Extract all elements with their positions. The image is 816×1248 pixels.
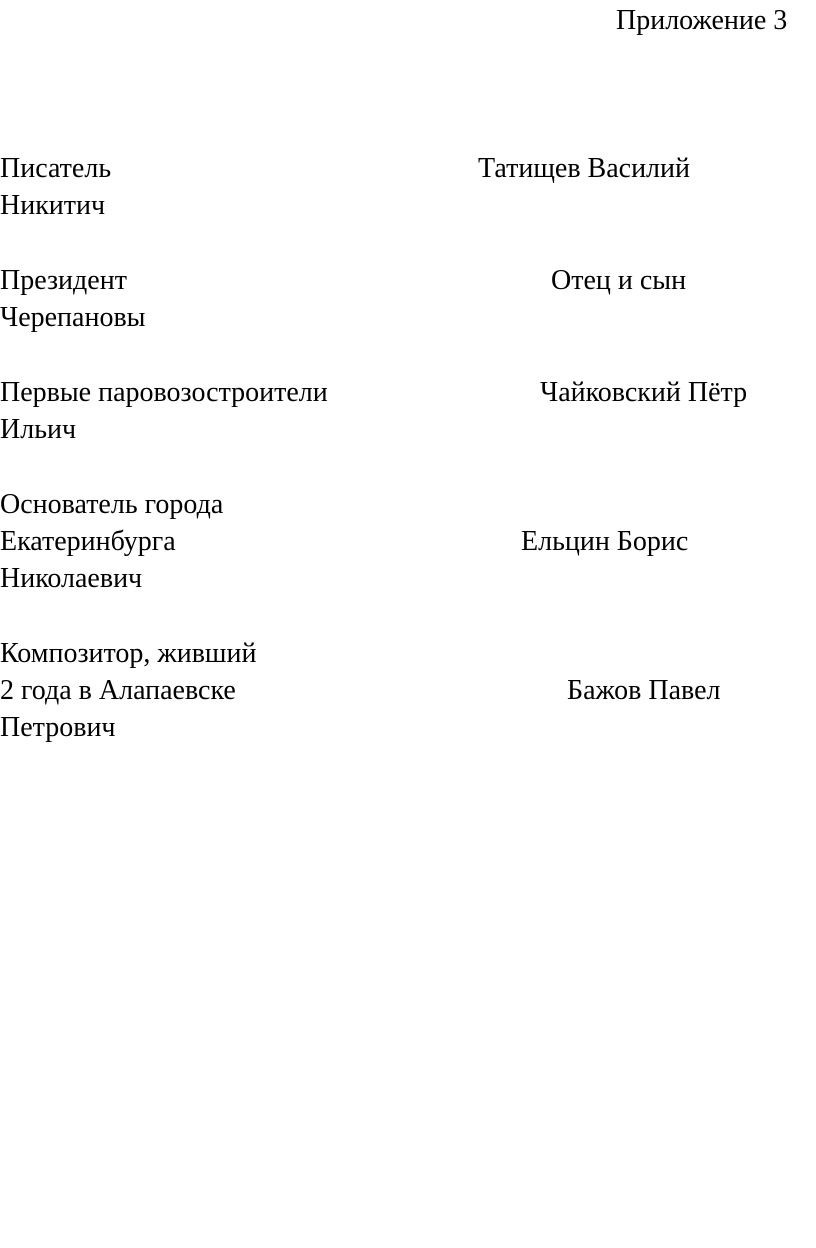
row-1-left-line-1: Писатель (0, 153, 112, 184)
row-2-right: Отец и сын (551, 265, 687, 296)
row-1-right: Татищев Василий (478, 153, 690, 184)
row-3-right: Чайковский Пётр (540, 377, 748, 408)
row-5-left-line-1: Композитор, живший (0, 638, 257, 669)
row-5-left-line-2: 2 года в Алапаевске (0, 675, 236, 706)
row-4-left-line-1: Основатель города (0, 489, 224, 520)
row-3-left-line-2: Ильич (0, 414, 77, 445)
row-3-left-line-1: Первые паровозостроители (0, 377, 328, 408)
row-4-right: Ельцин Борис (521, 526, 689, 557)
row-2-left-line-1: Президент (0, 265, 127, 296)
appendix-title: Приложение 3 (616, 5, 788, 36)
row-5-right: Бажов Павел (567, 675, 721, 706)
row-4-left-line-2: Екатеринбурга (0, 526, 176, 557)
row-1-left-line-2: Никитич (0, 190, 106, 221)
row-4-left-line-3: Николаевич (0, 563, 143, 594)
row-5-left-line-3: Петрович (0, 712, 116, 743)
row-2-left-line-2: Черепановы (0, 302, 146, 333)
